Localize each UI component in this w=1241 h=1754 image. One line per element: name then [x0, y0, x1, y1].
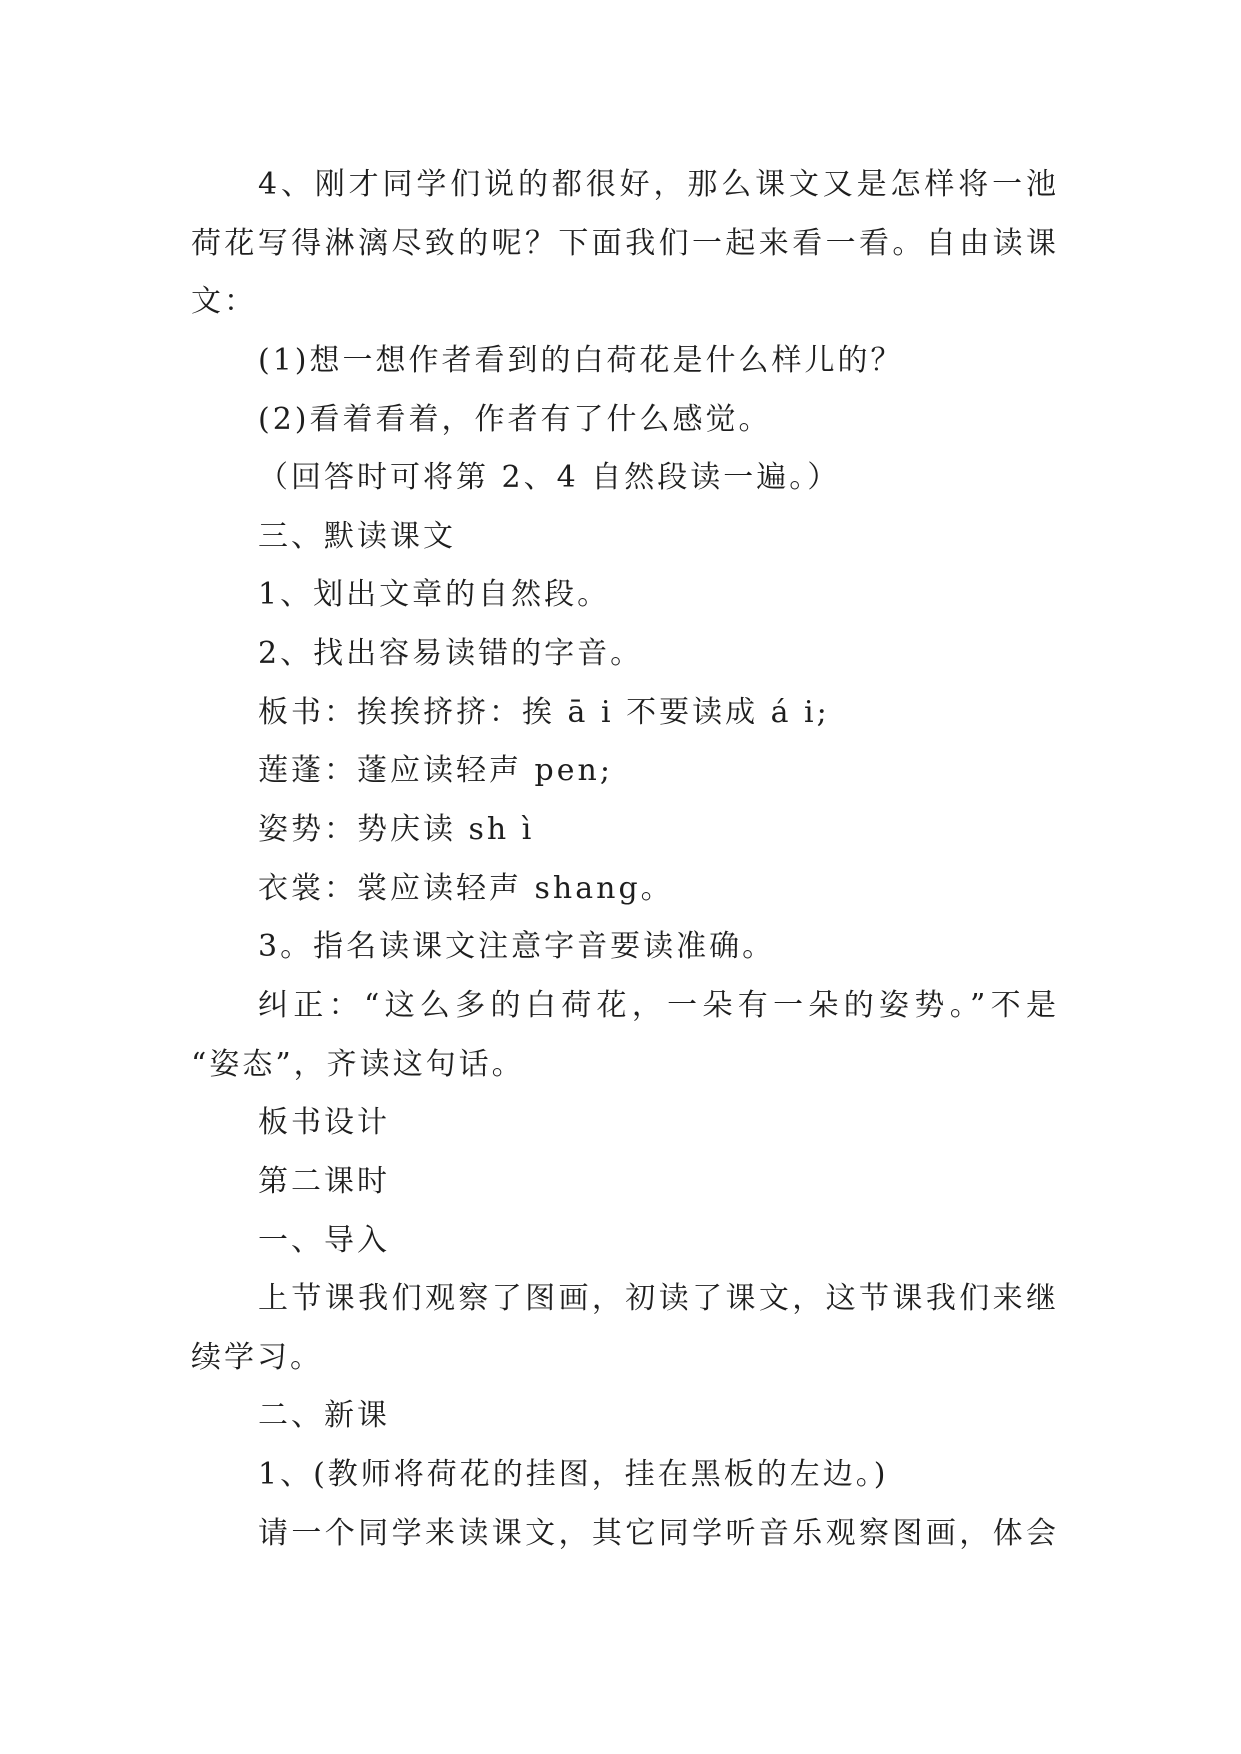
paragraph	[191, 566, 1058, 625]
paragraph	[191, 742, 1058, 801]
text-line: 3。指名读课文注意字音要读准确。	[258, 929, 776, 965]
text-line: 三、默读课文	[258, 518, 456, 554]
paragraph	[191, 332, 1058, 391]
paragraph	[191, 918, 1058, 977]
text-line: 一、导入	[258, 1222, 390, 1258]
text-line: “姿态”，齐读这句话。	[191, 1046, 525, 1082]
text-line: 1、划出文章的自然段。	[258, 577, 611, 613]
text-line: 第二课时	[258, 1163, 390, 1199]
paragraph	[191, 801, 1058, 860]
text-line: 2、找出容易读错的字音。	[258, 636, 644, 672]
text-line: (2)看着看着，作者有了什么感觉。	[258, 401, 772, 437]
text-line: 姿势：势庆读 sh ì	[258, 812, 535, 848]
section-heading	[191, 508, 1058, 567]
text-line: 二、新课	[258, 1398, 390, 1434]
text-line: 板书：挨挨挤挤：挨 ā i 不要读成 á i;	[258, 694, 830, 730]
text-line: 请一个同学来读课文，其它同学听音乐观察图画，体会	[258, 1515, 1058, 1551]
text-line: 板书设计	[258, 1105, 390, 1141]
section-heading	[191, 1153, 1058, 1212]
paragraph	[191, 860, 1058, 919]
text-line: （回答时可将第 2、4 自然段读一遍。）	[258, 460, 841, 496]
text-line: 荷花写得淋漓尽致的呢？下面我们一起来看一看。自由读课	[191, 225, 1058, 261]
paragraph	[191, 1505, 1058, 1564]
paragraph	[191, 684, 1058, 743]
paragraph	[191, 449, 1058, 508]
text-line: 文：	[191, 284, 257, 320]
text-line: 衣裳：裳应读轻声 shang。	[258, 870, 674, 906]
paragraph	[191, 977, 1058, 1094]
section-heading	[191, 1212, 1058, 1271]
document-body	[191, 156, 1058, 1563]
text-line: 1、(教师将荷花的挂图，挂在黑板的左边。)	[258, 1457, 889, 1493]
paragraph	[191, 1270, 1058, 1387]
text-line: 续学习。	[191, 1339, 323, 1375]
text-line: 莲蓬：蓬应读轻声 pen;	[258, 753, 613, 789]
paragraph	[191, 1446, 1058, 1505]
text-line: 4、刚才同学们说的都很好，那么课文又是怎样将一池	[258, 167, 1058, 202]
section-heading	[191, 1387, 1058, 1446]
paragraph	[191, 156, 1058, 332]
section-heading	[191, 1094, 1058, 1153]
paragraph	[191, 391, 1058, 450]
text-line: (1)想一想作者看到的白荷花是什么样儿的？	[258, 342, 904, 378]
paragraph	[191, 625, 1058, 684]
text-line: 上节课我们观察了图画，初读了课文，这节课我们来继	[258, 1281, 1058, 1317]
text-line: 纠正：“这么多的白荷花，一朵有一朵的姿势。”不是	[258, 987, 1058, 1023]
